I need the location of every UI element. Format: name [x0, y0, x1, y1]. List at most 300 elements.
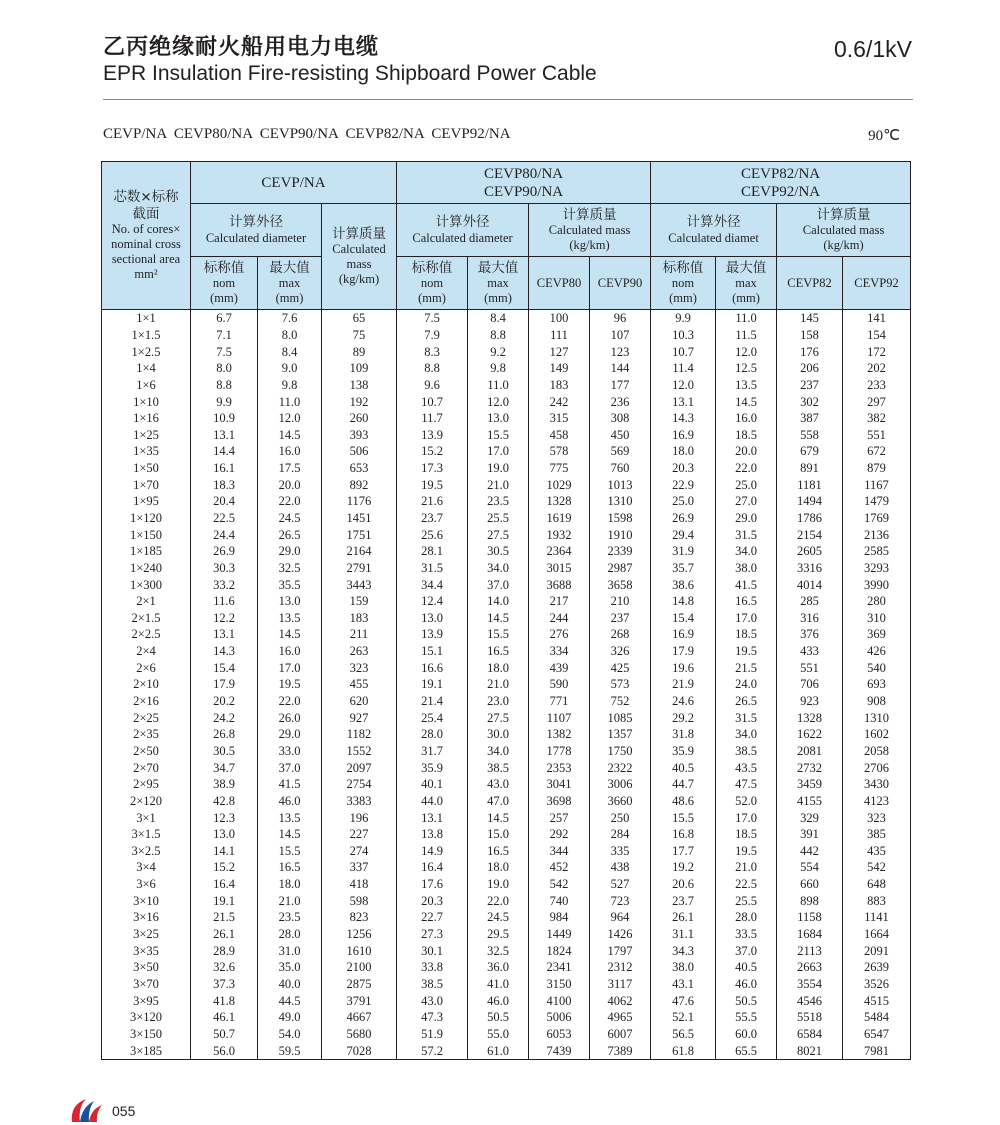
- table-cell: 257: [529, 809, 590, 826]
- table-cell: 43.0: [468, 776, 529, 793]
- table-cell: 5680: [322, 1026, 397, 1043]
- table-cell: 13.0: [468, 410, 529, 427]
- table-cell: 250: [590, 809, 651, 826]
- table-cell: 2605: [777, 543, 843, 560]
- table-cell: 26.9: [191, 543, 258, 560]
- table-cell: 14.0: [468, 593, 529, 610]
- table-cell: 1824: [529, 942, 590, 959]
- core-size-cell: 2×4: [102, 643, 191, 660]
- table-cell: 13.1: [191, 426, 258, 443]
- table-cell: 7.9: [397, 327, 468, 344]
- table-row: [102, 659, 911, 676]
- core-size-cell: 1×16: [102, 410, 191, 427]
- core-size-cell: 3×1: [102, 809, 191, 826]
- table-cell: 892: [322, 476, 397, 493]
- table-cell: 418: [322, 876, 397, 893]
- table-cell: 334: [529, 643, 590, 660]
- core-size-cell: 3×25: [102, 926, 191, 943]
- core-size-cell: 2×10: [102, 676, 191, 693]
- table-cell: 3791: [322, 992, 397, 1009]
- core-size-cell: 2×25: [102, 709, 191, 726]
- table-cell: 22.0: [716, 460, 777, 477]
- table-cell: 2364: [529, 543, 590, 560]
- diameter-header-3-cn: 计算外径: [686, 214, 741, 231]
- table-cell: 14.3: [651, 410, 716, 427]
- table-cell: 18.0: [468, 859, 529, 876]
- table-cell: 771: [529, 693, 590, 710]
- table-cell: 34.3: [651, 942, 716, 959]
- table-cell: 29.4: [651, 526, 716, 543]
- table-cell: 6547: [843, 1026, 911, 1043]
- table-row: [102, 743, 911, 760]
- table-cell: 1449: [529, 926, 590, 943]
- table-row: [102, 859, 911, 876]
- table-cell: 17.9: [191, 676, 258, 693]
- nom-header-3-unit: (mm): [669, 291, 697, 306]
- mass-header-1: [322, 204, 397, 310]
- table-cell: 127: [529, 343, 590, 360]
- max-header-3: [716, 257, 777, 310]
- nom-header-2-cn: 标称值: [411, 259, 453, 276]
- table-cell: 2312: [590, 959, 651, 976]
- core-size-header-cn: 芯数×标称截面: [113, 189, 179, 222]
- table-cell: 16.5: [258, 859, 322, 876]
- table-cell: 284: [590, 826, 651, 843]
- table-cell: 24.6: [651, 693, 716, 710]
- table-cell: 27.3: [397, 926, 468, 943]
- table-cell: 25.0: [651, 493, 716, 510]
- table-cell: 9.8: [468, 360, 529, 377]
- table-cell: 2154: [777, 526, 843, 543]
- table-cell: 435: [843, 843, 911, 860]
- table-cell: 34.0: [716, 726, 777, 743]
- table-cell: 7.5: [397, 310, 468, 327]
- table-cell: 30.1: [397, 942, 468, 959]
- mass-header-2-en: Calculated mass: [548, 223, 631, 238]
- mass-header-2-unit: (kg/km): [569, 238, 610, 253]
- table-cell: 6584: [777, 1026, 843, 1043]
- table-cell: 21.0: [716, 859, 777, 876]
- table-cell: 923: [777, 693, 843, 710]
- table-cell: 1479: [843, 493, 911, 510]
- sub-header-cevp80: CEVP80: [529, 257, 590, 310]
- table-cell: 984: [529, 909, 590, 926]
- table-cell: 10.7: [651, 343, 716, 360]
- diameter-header-1-en: Calculated diameter: [205, 230, 307, 245]
- table-cell: 326: [590, 643, 651, 660]
- table-cell: 18.5: [716, 626, 777, 643]
- table-cell: 12.0: [651, 377, 716, 394]
- table-cell: 21.4: [397, 693, 468, 710]
- table-cell: 123: [590, 343, 651, 360]
- table-cell: 573: [590, 676, 651, 693]
- table-cell: 3698: [529, 793, 590, 810]
- core-size-cell: 1×240: [102, 560, 191, 577]
- table-cell: 22.5: [716, 876, 777, 893]
- table-cell: 40.1: [397, 776, 468, 793]
- nom-header-3-en: nom: [671, 276, 695, 291]
- table-cell: 4667: [322, 1009, 397, 1026]
- core-size-header: [102, 162, 191, 310]
- sub-header-cevp90: CEVP90: [590, 257, 651, 310]
- table-cell: 3316: [777, 560, 843, 577]
- table-cell: 31.9: [651, 543, 716, 560]
- table-cell: 9.0: [258, 360, 322, 377]
- core-size-cell: 2×6: [102, 659, 191, 676]
- table-cell: 23.7: [397, 510, 468, 527]
- core-size-cell: 1×1: [102, 310, 191, 327]
- table-cell: 33.2: [191, 576, 258, 593]
- table-cell: 16.5: [468, 843, 529, 860]
- group-cevp80-90: [397, 162, 651, 204]
- core-size-cell: 1×95: [102, 493, 191, 510]
- table-row: [102, 942, 911, 959]
- mass-header-3: [777, 204, 911, 257]
- table-cell: 13.5: [258, 809, 322, 826]
- table-cell: 30.5: [468, 543, 529, 560]
- page-title-cn: 乙丙绝缘耐火船用电力电缆: [103, 35, 380, 60]
- table-cell: 280: [843, 593, 911, 610]
- table-row: [102, 493, 911, 510]
- table-cell: 21.0: [468, 476, 529, 493]
- table-cell: 10.3: [651, 327, 716, 344]
- table-cell: 3117: [590, 976, 651, 993]
- table-cell: 1426: [590, 926, 651, 943]
- table-cell: 369: [843, 626, 911, 643]
- table-cell: 237: [590, 610, 651, 627]
- table-cell: 2663: [777, 959, 843, 976]
- table-cell: 154: [843, 327, 911, 344]
- table-cell: 50.7: [191, 1026, 258, 1043]
- table-cell: 285: [777, 593, 843, 610]
- table-cell: 47.6: [651, 992, 716, 1009]
- core-size-cell: 1×150: [102, 526, 191, 543]
- spec-table-body: [102, 310, 911, 1060]
- table-cell: 54.0: [258, 1026, 322, 1043]
- table-cell: 50.5: [716, 992, 777, 1009]
- table-cell: 33.5: [716, 926, 777, 943]
- table-cell: 2639: [843, 959, 911, 976]
- table-cell: 17.6: [397, 876, 468, 893]
- diameter-header-2-en: Calculated diameter: [412, 230, 513, 245]
- table-cell: 28.9: [191, 942, 258, 959]
- table-cell: 276: [529, 626, 590, 643]
- page-title-en: EPR Insulation Fire-resisting Shipboard Power Cable: [103, 62, 597, 85]
- table-cell: 2875: [322, 976, 397, 993]
- table-cell: 33.0: [258, 743, 322, 760]
- nom-header-1-unit: (mm): [210, 291, 238, 306]
- table-cell: 2732: [777, 759, 843, 776]
- table-cell: 46.0: [716, 976, 777, 993]
- table-row: [102, 959, 911, 976]
- table-cell: 14.5: [258, 426, 322, 443]
- core-size-cell: 3×2.5: [102, 843, 191, 860]
- table-cell: 1085: [590, 709, 651, 726]
- table-cell: 9.2: [468, 343, 529, 360]
- table-cell: 4123: [843, 793, 911, 810]
- table-cell: 4062: [590, 992, 651, 1009]
- table-cell: 3459: [777, 776, 843, 793]
- table-cell: 26.1: [651, 909, 716, 926]
- table-cell: 23.5: [258, 909, 322, 926]
- table-cell: 3658: [590, 576, 651, 593]
- core-size-cell: 2×95: [102, 776, 191, 793]
- core-size-cell: 1×2.5: [102, 343, 191, 360]
- table-cell: 18.3: [191, 476, 258, 493]
- table-cell: 8.8: [191, 377, 258, 394]
- table-cell: 149: [529, 360, 590, 377]
- table-cell: 648: [843, 876, 911, 893]
- table-row: [102, 992, 911, 1009]
- table-cell: 740: [529, 892, 590, 909]
- table-cell: 3041: [529, 776, 590, 793]
- table-cell: 2097: [322, 759, 397, 776]
- table-row: [102, 626, 911, 643]
- table-cell: 4155: [777, 793, 843, 810]
- table-row: [102, 1009, 911, 1026]
- table-row: [102, 476, 911, 493]
- table-cell: 12.4: [397, 593, 468, 610]
- table-cell: 17.3: [397, 460, 468, 477]
- table-cell: 17.0: [716, 610, 777, 627]
- table-cell: 964: [590, 909, 651, 926]
- table-row: [102, 976, 911, 993]
- table-cell: 620: [322, 693, 397, 710]
- table-cell: 14.3: [191, 643, 258, 660]
- table-cell: 38.9: [191, 776, 258, 793]
- table-cell: 382: [843, 410, 911, 427]
- table-cell: 7981: [843, 1042, 911, 1059]
- table-cell: 31.5: [716, 526, 777, 543]
- table-cell: 13.8: [397, 826, 468, 843]
- table-cell: 752: [590, 693, 651, 710]
- table-cell: 263: [322, 643, 397, 660]
- table-cell: 679: [777, 443, 843, 460]
- table-cell: 31.5: [397, 560, 468, 577]
- table-cell: 16.5: [468, 643, 529, 660]
- table-cell: 23.0: [468, 693, 529, 710]
- table-cell: 1310: [590, 493, 651, 510]
- table-cell: 47.5: [716, 776, 777, 793]
- table-cell: 1610: [322, 942, 397, 959]
- table-cell: 3006: [590, 776, 651, 793]
- table-cell: 233: [843, 377, 911, 394]
- table-cell: 29.2: [651, 709, 716, 726]
- table-cell: 35.9: [651, 743, 716, 760]
- table-cell: 16.6: [397, 659, 468, 676]
- table-cell: 3526: [843, 976, 911, 993]
- core-size-cell: 1×25: [102, 426, 191, 443]
- table-cell: 26.5: [258, 526, 322, 543]
- table-cell: 335: [590, 843, 651, 860]
- table-cell: 8.0: [191, 360, 258, 377]
- table-cell: 96: [590, 310, 651, 327]
- table-cell: 18.0: [468, 659, 529, 676]
- table-cell: 18.5: [716, 426, 777, 443]
- diameter-header-1-cn: 计算外径: [229, 214, 283, 231]
- core-size-cell: 2×120: [102, 793, 191, 810]
- table-cell: 29.0: [258, 726, 322, 743]
- table-cell: 56.0: [191, 1042, 258, 1059]
- table-cell: 41.0: [468, 976, 529, 993]
- table-cell: 27.5: [468, 709, 529, 726]
- table-cell: 21.0: [258, 892, 322, 909]
- table-cell: 60.0: [716, 1026, 777, 1043]
- table-cell: 1167: [843, 476, 911, 493]
- table-cell: 13.5: [258, 610, 322, 627]
- table-cell: 344: [529, 843, 590, 860]
- diameter-header-3: [651, 204, 777, 257]
- mass-header-2-cn: 计算质量: [562, 206, 617, 223]
- table-cell: 2100: [322, 959, 397, 976]
- table-cell: 21.0: [468, 676, 529, 693]
- table-cell: 227: [322, 826, 397, 843]
- table-cell: 51.9: [397, 1026, 468, 1043]
- table-row: [102, 726, 911, 743]
- table-row: [102, 460, 911, 477]
- table-cell: 7.5: [191, 343, 258, 360]
- max-header-1: [258, 257, 322, 310]
- table-row: [102, 1026, 911, 1043]
- table-cell: 438: [590, 859, 651, 876]
- table-cell: 2353: [529, 759, 590, 776]
- table-cell: 2585: [843, 543, 911, 560]
- table-cell: 23.7: [651, 892, 716, 909]
- table-cell: 38.5: [468, 759, 529, 776]
- table-row: [102, 826, 911, 843]
- table-cell: 527: [590, 876, 651, 893]
- table-cell: 542: [529, 876, 590, 893]
- table-cell: 109: [322, 360, 397, 377]
- table-cell: 5518: [777, 1009, 843, 1026]
- table-cell: 1176: [322, 493, 397, 510]
- sub-header-cevp92: CEVP92: [843, 257, 911, 310]
- table-cell: 14.5: [258, 626, 322, 643]
- table-row: [102, 327, 911, 344]
- core-size-cell: 2×1.5: [102, 610, 191, 627]
- table-cell: 8.8: [468, 327, 529, 344]
- table-cell: 21.5: [191, 909, 258, 926]
- model-list: [103, 126, 511, 143]
- table-row: [102, 693, 911, 710]
- table-row: [102, 593, 911, 610]
- table-cell: 26.1: [191, 926, 258, 943]
- table-cell: 38.6: [651, 576, 716, 593]
- table-cell: 17.0: [716, 809, 777, 826]
- table-cell: 26.9: [651, 510, 716, 527]
- mass-header-3-cn: 计算质量: [816, 206, 871, 223]
- table-cell: 17.0: [468, 443, 529, 460]
- table-cell: 15.5: [651, 809, 716, 826]
- table-cell: 653: [322, 460, 397, 477]
- table-cell: 426: [843, 643, 911, 660]
- table-cell: 47.3: [397, 1009, 468, 1026]
- diameter-header-2: [397, 204, 529, 257]
- table-cell: 138: [322, 377, 397, 394]
- table-cell: 3430: [843, 776, 911, 793]
- table-cell: 19.6: [651, 659, 716, 676]
- diameter-header-3-en: Calculated diamet: [668, 230, 759, 245]
- table-cell: 37.0: [716, 942, 777, 959]
- table-cell: 17.9: [651, 643, 716, 660]
- table-cell: 329: [777, 809, 843, 826]
- core-size-cell: 3×120: [102, 1009, 191, 1026]
- core-size-cell: 1×70: [102, 476, 191, 493]
- table-cell: 32.5: [468, 942, 529, 959]
- table-cell: 211: [322, 626, 397, 643]
- table-cell: 9.9: [191, 393, 258, 410]
- table-cell: 28.0: [258, 926, 322, 943]
- table-cell: 20.6: [651, 876, 716, 893]
- table-cell: 554: [777, 859, 843, 876]
- nom-header-2-unit: (mm): [418, 291, 446, 306]
- table-cell: 55.0: [468, 1026, 529, 1043]
- table-cell: 206: [777, 360, 843, 377]
- table-cell: 35.0: [258, 959, 322, 976]
- table-cell: 31.5: [716, 709, 777, 726]
- table-cell: 40.5: [716, 959, 777, 976]
- table-cell: 4014: [777, 576, 843, 593]
- table-row: [102, 926, 911, 943]
- table-cell: 1451: [322, 510, 397, 527]
- table-row: [102, 876, 911, 893]
- table-cell: 12.2: [191, 610, 258, 627]
- max-header-2: [468, 257, 529, 310]
- table-cell: 6.7: [191, 310, 258, 327]
- table-cell: 1786: [777, 510, 843, 527]
- table-cell: 11.0: [716, 310, 777, 327]
- table-cell: 20.2: [191, 693, 258, 710]
- table-cell: 21.9: [651, 676, 716, 693]
- table-cell: 337: [322, 859, 397, 876]
- table-cell: 15.5: [468, 626, 529, 643]
- table-cell: 551: [843, 426, 911, 443]
- table-cell: 879: [843, 460, 911, 477]
- table-cell: 760: [590, 460, 651, 477]
- table-cell: 3383: [322, 793, 397, 810]
- core-size-cell: 3×4: [102, 859, 191, 876]
- table-cell: 8.4: [258, 343, 322, 360]
- table-cell: 26.0: [258, 709, 322, 726]
- table-cell: 40.0: [258, 976, 322, 993]
- table-cell: 236: [590, 393, 651, 410]
- table-cell: 15.0: [468, 826, 529, 843]
- table-cell: 23.5: [468, 493, 529, 510]
- group-cevp-na: CEVP/NA: [191, 162, 397, 204]
- table-cell: 19.5: [258, 676, 322, 693]
- core-size-cell: 2×35: [102, 726, 191, 743]
- table-cell: 260: [322, 410, 397, 427]
- table-cell: 43.5: [716, 759, 777, 776]
- table-cell: 310: [843, 610, 911, 627]
- table-cell: 2091: [843, 942, 911, 959]
- table-row: [102, 892, 911, 909]
- table-cell: 202: [843, 360, 911, 377]
- table-cell: 20.0: [716, 443, 777, 460]
- table-cell: 9.9: [651, 310, 716, 327]
- table-cell: 13.0: [191, 826, 258, 843]
- table-cell: 12.5: [716, 360, 777, 377]
- table-cell: 540: [843, 659, 911, 676]
- table-row: [102, 776, 911, 793]
- table-cell: 34.0: [716, 543, 777, 560]
- table-cell: 15.4: [191, 659, 258, 676]
- table-cell: 1602: [843, 726, 911, 743]
- table-cell: 237: [777, 377, 843, 394]
- table-cell: 1910: [590, 526, 651, 543]
- table-cell: 323: [843, 809, 911, 826]
- core-size-cell: 1×6: [102, 377, 191, 394]
